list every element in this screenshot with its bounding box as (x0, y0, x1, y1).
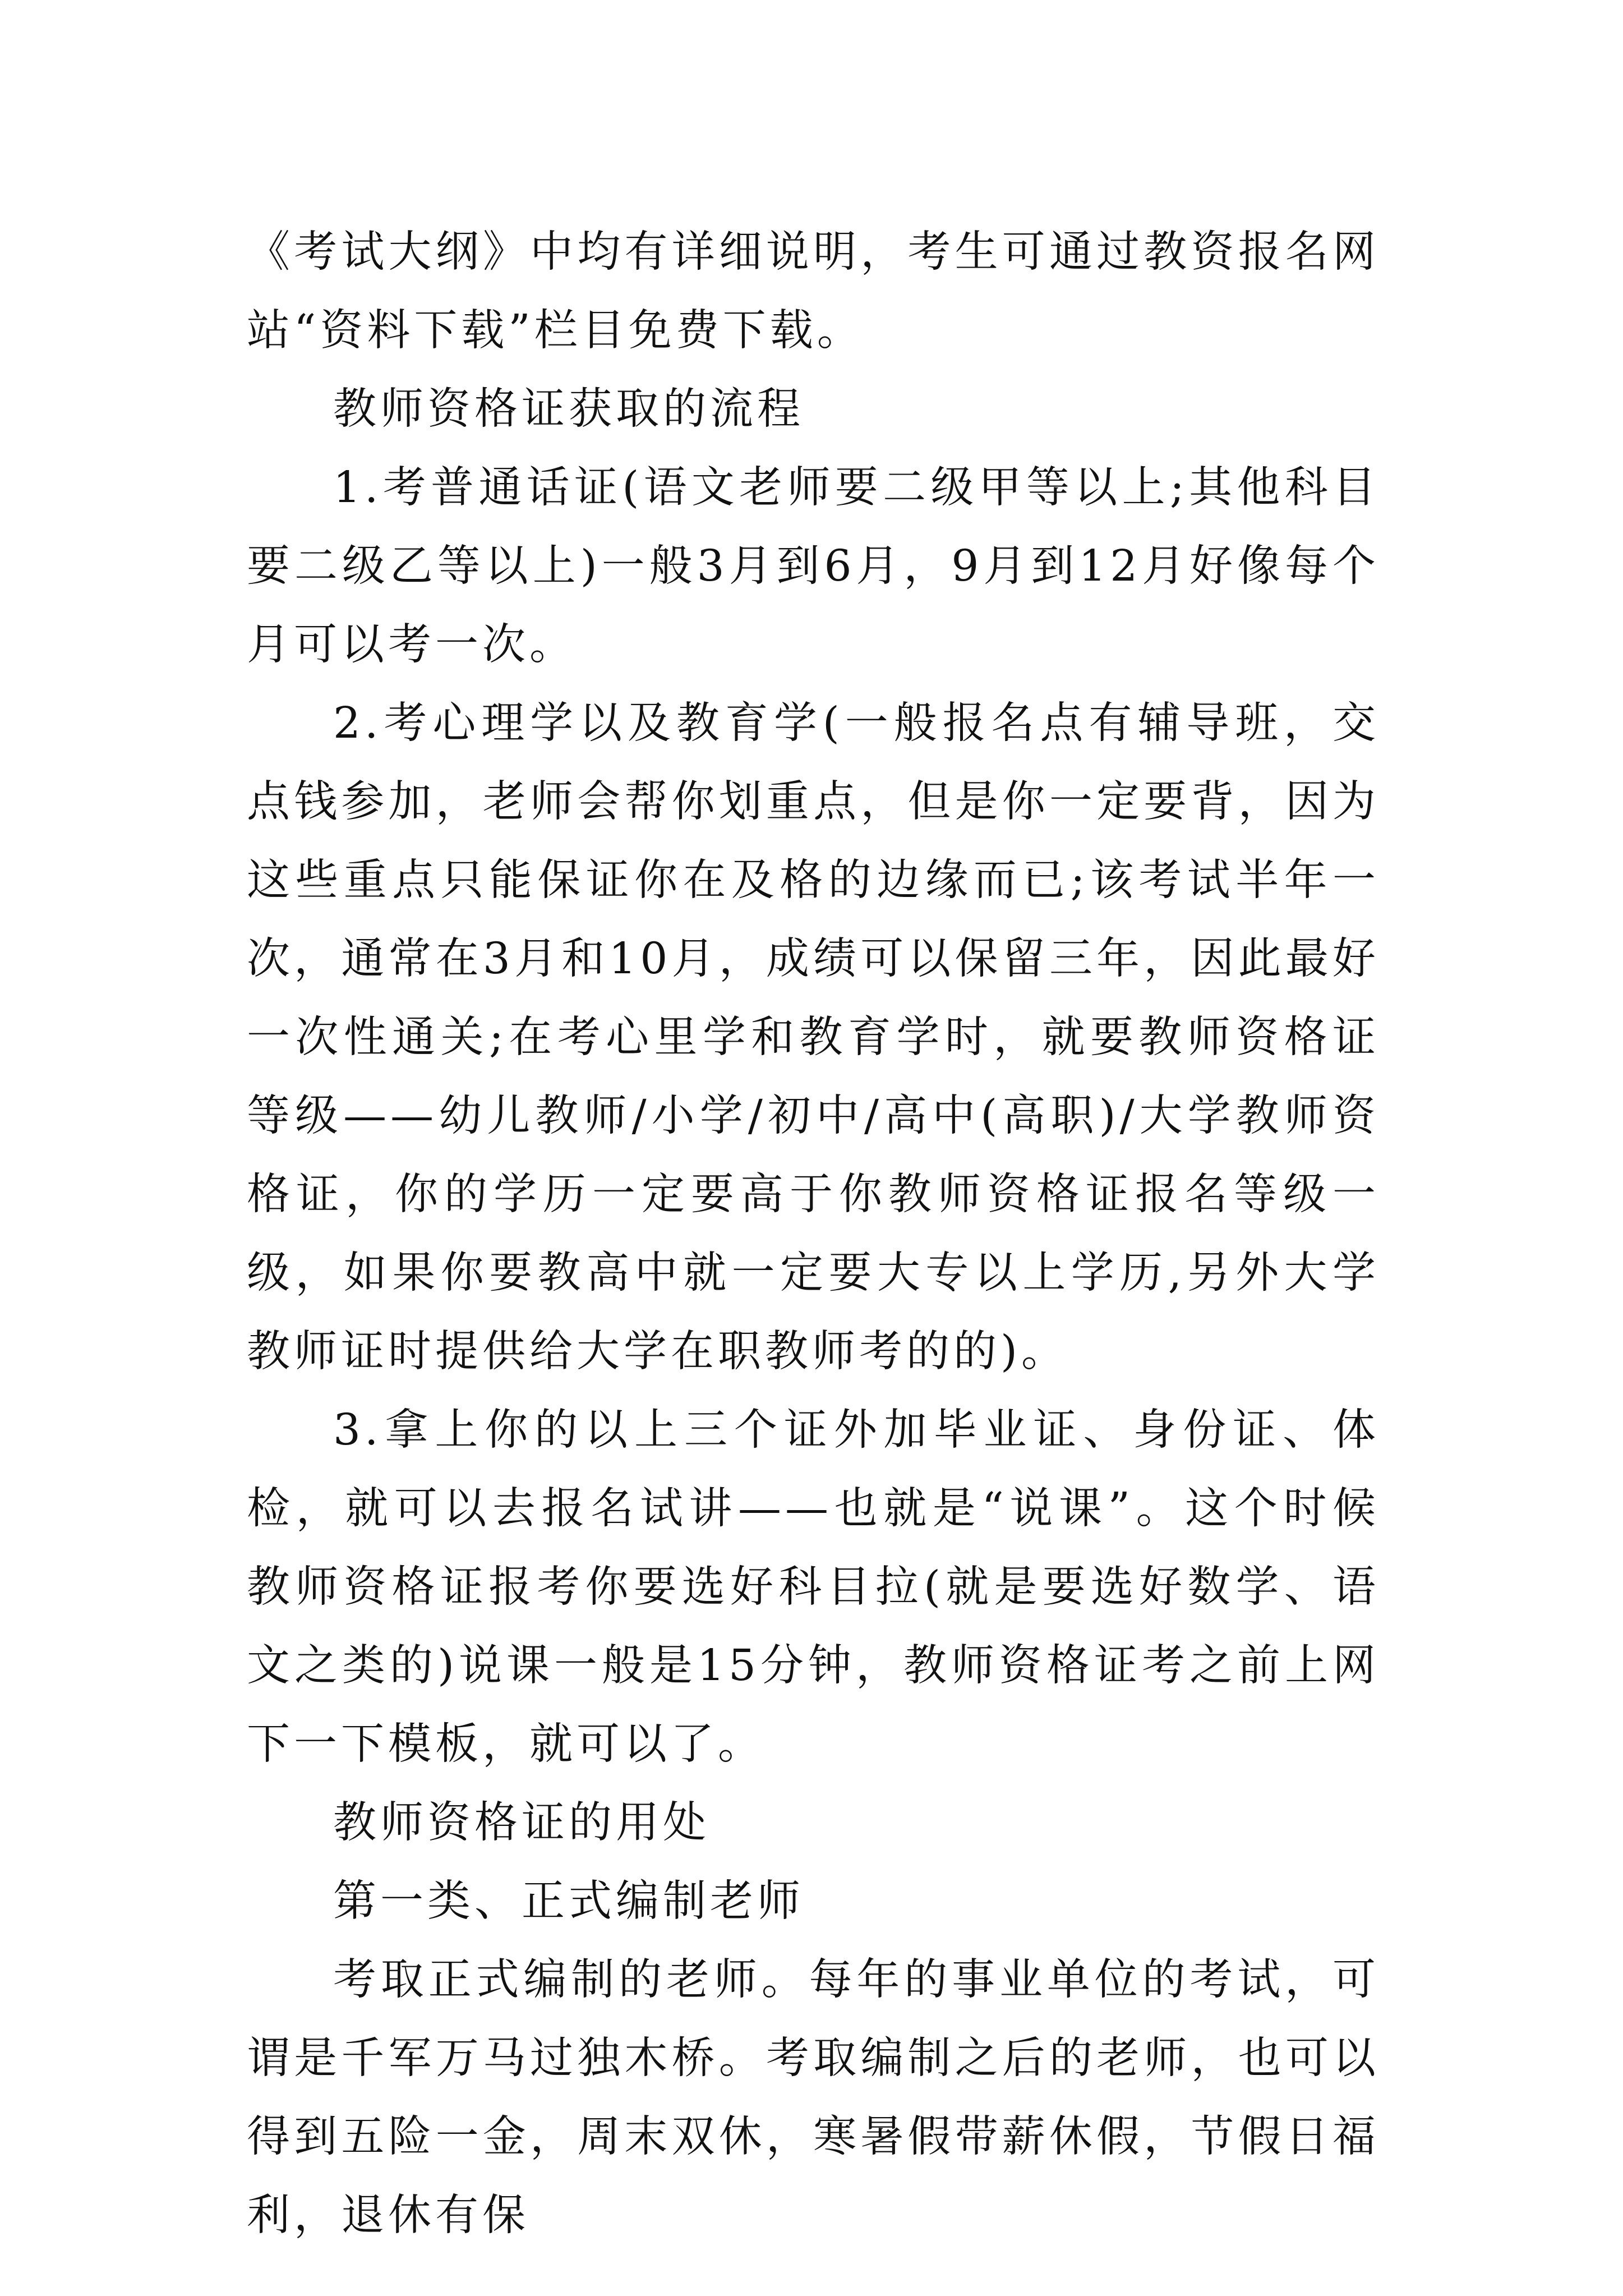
heading-certificate-process: 教师资格证获取的流程 (333, 384, 804, 434)
paragraph-step-1: 1.考普通话证(语文老师要二级甲等以上;其他科目要二级乙等以上)一般3月到6月，9月到12月好像每个月可以考一次。 (247, 463, 1380, 670)
heading-certificate-uses: 教师资格证的用处 (333, 1798, 710, 1848)
paragraph-intro-continued: 《考试大纲》中均有详细说明，考生可通过教资报名网站“资料下载”栏目免费下载。 (247, 227, 1380, 356)
paragraph-step-3: 3.拿上你的以上三个证外加毕业证、身份证、体检，就可以去报名试讲——也就是“说课”。这个时候教师资格证报考你要选好科目拉(就是要选好数学、语文之类的)说课一般是15分钟，教师资格证考之前上网下一下模板，就可以了。 (247, 1405, 1380, 1769)
paragraph-formal-teacher: 考取正式编制的老师。每年的事业单位的考试，可谓是千军万马过独木桥。考取编制之后的老师，也可以得到五险一金，周末双休，寒暑假带薪休假，节假日福利，退休有保 (247, 1955, 1380, 2240)
paragraph-step-2: 2.考心理学以及教育学(一般报名点有辅导班，交点钱参加，老师会帮你划重点，但是你一定要背，因为这些重点只能保证你在及格的边缘而已;该考试半年一次，通常在3月和10月，成绩可以保留三年，因此最好一次性通关;在考心里学和教育学时，就要教师资格证等级——幼儿教师/小学/初中/高中(高职)/大学教师资格证，你的学历一定要高于你教师资格证报名等级一级，如果你要教高中就一定要大专以上学历,另外大学教师证时提供给大学在职教师考的的)。 (247, 698, 1380, 1377)
subheading-formal-teacher: 第一类、正式编制老师 (333, 1876, 804, 1926)
document-body (247, 213, 1380, 2255)
